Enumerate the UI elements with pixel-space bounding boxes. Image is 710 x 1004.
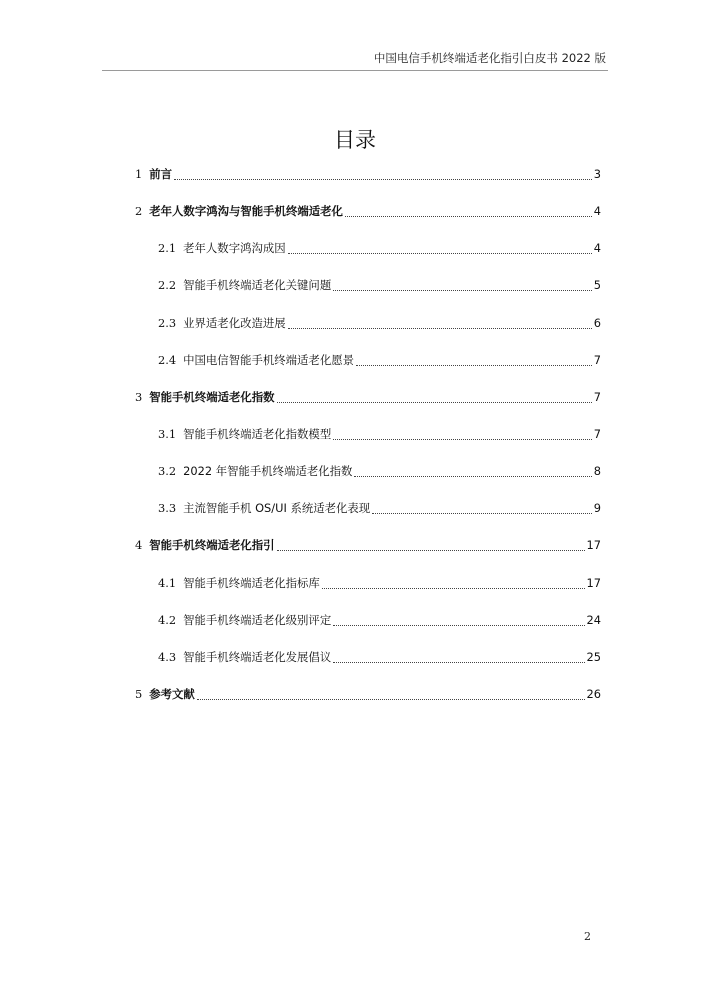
toc-entry-label: 智能手机终端适老化指数 — [149, 389, 275, 404]
toc-dot-leader — [354, 463, 591, 477]
toc-entry-2-4[interactable] — [135, 352, 601, 389]
toc-entry-number: 2 — [135, 204, 143, 219]
toc-entry-4-3[interactable] — [135, 649, 601, 686]
toc-entry-label: 业界适老化改造进展 — [183, 315, 286, 330]
toc-dot-leader — [197, 686, 585, 700]
toc-dot-leader — [277, 389, 592, 403]
toc-entry-number: 2.4 — [158, 352, 177, 367]
toc-entry-label: 2022 年智能手机终端适老化指数 — [183, 464, 353, 479]
toc-dot-leader — [322, 575, 585, 589]
toc-dot-leader — [333, 612, 584, 626]
toc-entry-number: 3.1 — [158, 426, 177, 441]
toc-entry-number: 2.3 — [158, 315, 177, 330]
toc-entry-page: 8 — [593, 464, 601, 479]
toc-entry-label: 老年人数字鸿沟成因 — [183, 241, 286, 256]
toc-entry-number: 4.3 — [158, 649, 177, 664]
toc-entry-page: 7 — [593, 426, 601, 441]
toc-entry-2-1[interactable] — [135, 240, 601, 277]
toc-dot-leader — [333, 277, 592, 291]
toc-entry-page: 5 — [593, 278, 601, 293]
toc-dot-leader — [372, 500, 592, 514]
toc-dot-leader — [333, 649, 584, 663]
toc-entry-label: 老年人数字鸿沟与智能手机终端适老化 — [149, 204, 343, 219]
toc-entry-4[interactable] — [135, 537, 601, 574]
toc-entry-3-2[interactable] — [135, 463, 601, 500]
toc-dot-leader — [174, 166, 592, 180]
toc-entry-label: 前言 — [149, 167, 173, 181]
toc-entry-page: 24 — [586, 612, 601, 627]
toc-entry-number: 3.2 — [158, 464, 177, 479]
toc-entry-page: 3 — [593, 167, 601, 181]
toc-entry-4-2[interactable] — [135, 612, 601, 649]
page-number: 2 — [584, 930, 591, 943]
toc-dot-leader — [277, 537, 585, 551]
toc-entry-page: 4 — [593, 204, 601, 219]
toc-entry-number: 5 — [135, 686, 143, 701]
toc-entry-number: 3.3 — [158, 501, 177, 516]
toc-entry-3-3[interactable] — [135, 500, 601, 537]
toc-entry-2-3[interactable] — [135, 315, 601, 352]
toc-entry-label: 智能手机终端适老化指引 — [149, 538, 275, 553]
header-divider — [102, 70, 608, 71]
toc-entry-page: 7 — [593, 352, 601, 367]
toc-entry-4-1[interactable] — [135, 575, 601, 612]
toc-dot-leader — [345, 203, 592, 217]
toc-entry-page: 9 — [593, 501, 601, 516]
toc-entry-label: 参考文献 — [149, 686, 195, 701]
toc-entry-page: 17 — [586, 538, 601, 553]
toc-entry-label: 智能手机终端适老化发展倡议 — [183, 649, 332, 664]
toc-entry-number: 2.2 — [158, 278, 177, 293]
toc-entry-page: 6 — [593, 315, 601, 330]
toc-entry-number: 4 — [135, 538, 143, 553]
toc-entry-2[interactable] — [135, 203, 601, 240]
toc-entry-page: 26 — [586, 686, 601, 701]
table-of-contents — [135, 166, 601, 723]
toc-entry-number: 3 — [135, 389, 143, 404]
toc-dot-leader — [356, 352, 592, 366]
toc-entry-page: 25 — [586, 649, 601, 664]
toc-entry-3[interactable] — [135, 389, 601, 426]
toc-entry-label: 主流智能手机 OS/UI 系统适老化表现 — [183, 501, 371, 516]
toc-entry-label: 中国电信智能手机终端适老化愿景 — [183, 352, 354, 367]
toc-dot-leader — [333, 426, 592, 440]
toc-dot-leader — [288, 315, 592, 329]
running-header-title: 中国电信手机终端适老化指引白皮书 2022 版 — [373, 51, 606, 65]
toc-entry-5[interactable] — [135, 686, 601, 723]
toc-entry-label: 智能手机终端适老化级别评定 — [183, 612, 332, 627]
toc-entry-label: 智能手机终端适老化指数模型 — [183, 426, 332, 441]
toc-entry-page: 17 — [586, 575, 601, 590]
toc-entry-number: 4.2 — [158, 612, 177, 627]
toc-entry-2-2[interactable] — [135, 277, 601, 314]
toc-entry-number: 2.1 — [158, 241, 177, 256]
toc-entry-page: 7 — [593, 389, 601, 404]
toc-entry-number: 4.1 — [158, 575, 177, 590]
toc-dot-leader — [288, 240, 592, 254]
toc-entry-label: 智能手机终端适老化指标库 — [183, 575, 320, 590]
toc-entry-1[interactable] — [135, 166, 601, 203]
toc-entry-number: 1 — [135, 167, 143, 181]
toc-entry-label: 智能手机终端适老化关键问题 — [183, 278, 332, 293]
toc-entry-page: 4 — [593, 241, 601, 256]
toc-heading: 目录 — [334, 128, 376, 152]
toc-entry-3-1[interactable] — [135, 426, 601, 463]
